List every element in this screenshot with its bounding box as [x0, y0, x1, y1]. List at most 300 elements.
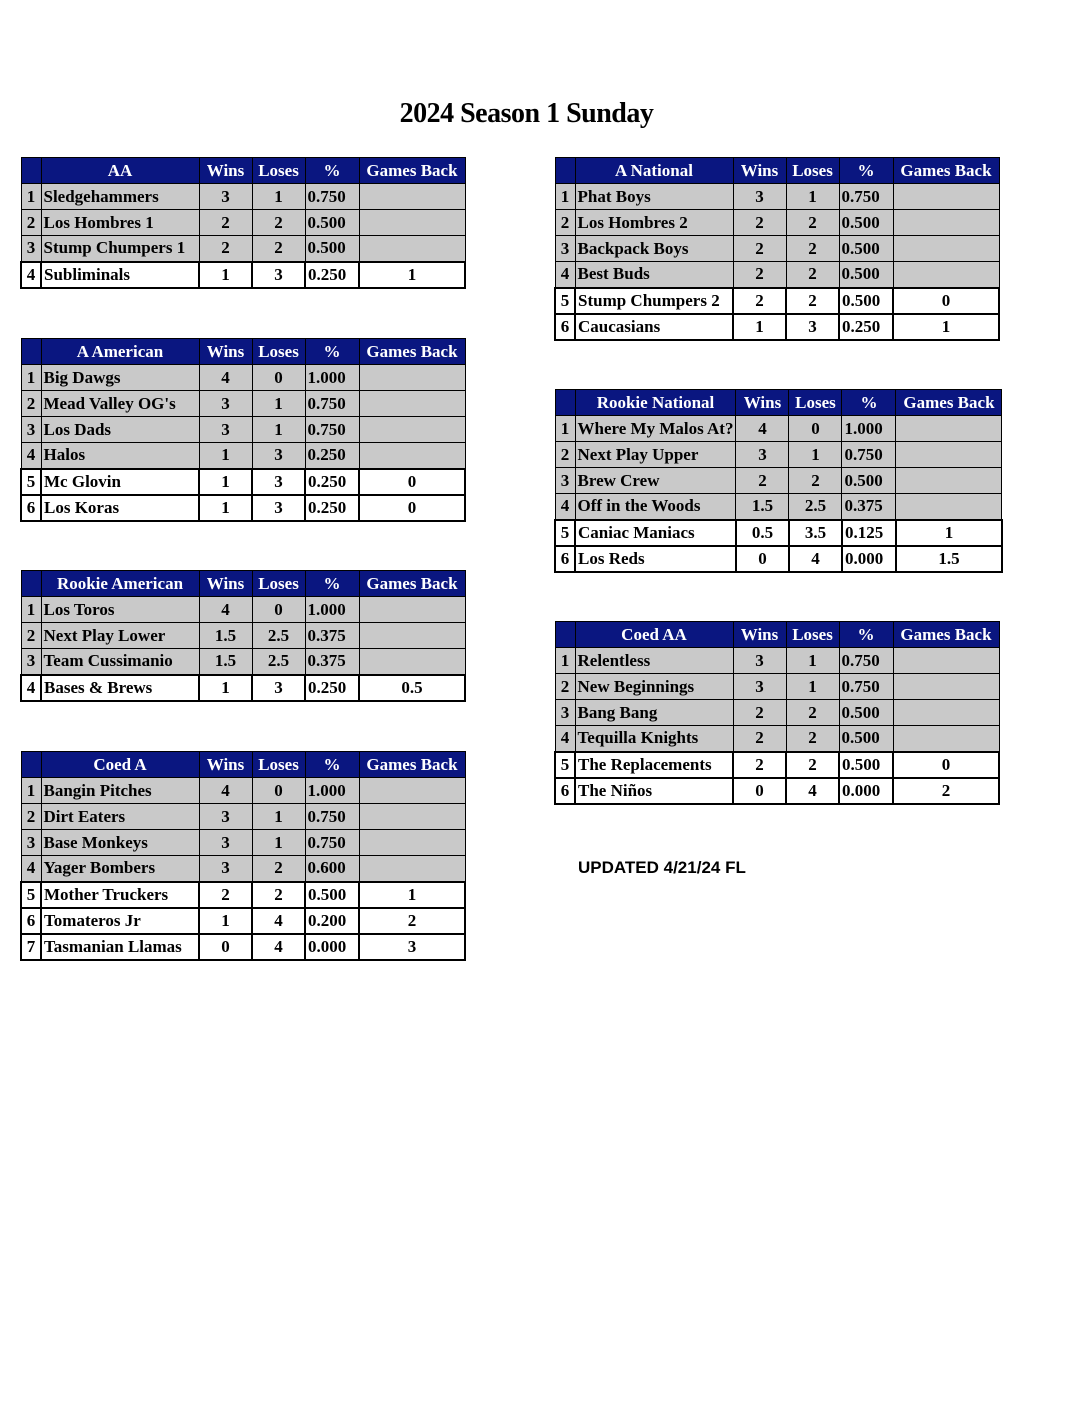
team-name-cell: Mead Valley OG's [41, 391, 199, 417]
loses-cell: 3 [252, 443, 305, 469]
games-back-cell: 2 [359, 908, 465, 934]
table-row [21, 804, 465, 830]
wins-cell: 3 [199, 856, 252, 882]
table-row [21, 417, 465, 443]
games-back-cell [896, 468, 1002, 494]
wins-cell: 2 [733, 262, 786, 288]
rank-cell: 3 [555, 236, 575, 262]
loses-cell: 2 [786, 210, 839, 236]
games-back-cell: 0 [359, 469, 465, 495]
loses-header: Loses [786, 158, 839, 184]
pct-cell: 0.500 [842, 468, 896, 494]
table-header-row [555, 390, 1002, 416]
games-back-cell [359, 623, 465, 649]
table-row [555, 184, 999, 210]
games-back-cell [893, 236, 999, 262]
games-back-cell [359, 236, 465, 262]
loses-cell: 1 [786, 674, 839, 700]
table-row [555, 778, 999, 804]
table-row [21, 365, 465, 391]
pct-header: % [305, 571, 359, 597]
updated-note: UPDATED 4/21/24 FL [578, 858, 746, 877]
wins-cell: 3 [736, 442, 789, 468]
loses-cell: 2 [786, 726, 839, 752]
pct-cell: 1.000 [305, 597, 359, 623]
rank-cell: 6 [555, 778, 575, 804]
wins-header: Wins [733, 158, 786, 184]
division-name: Rookie National [575, 390, 736, 416]
page-title: 2024 Season 1 Sunday [399, 98, 654, 129]
team-name-cell: Caucasians [575, 314, 733, 340]
loses-cell: 1 [786, 184, 839, 210]
games-back-cell [896, 494, 1002, 520]
games-back-cell [359, 830, 465, 856]
pct-cell: 1.000 [842, 416, 896, 442]
wins-cell: 2 [733, 288, 786, 314]
table-row [21, 210, 465, 236]
table-row [555, 468, 1002, 494]
table-row [21, 597, 465, 623]
rank-cell: 4 [555, 726, 575, 752]
loses-cell: 1 [252, 417, 305, 443]
pct-cell: 0.750 [839, 674, 893, 700]
pct-cell: 0.000 [305, 934, 359, 960]
table-row [555, 210, 999, 236]
team-name-cell: Subliminals [41, 262, 199, 288]
pct-cell: 0.750 [842, 442, 896, 468]
wins-cell: 1 [199, 443, 252, 469]
rank-cell: 1 [21, 365, 41, 391]
pct-cell: 0.750 [305, 417, 359, 443]
pct-cell: 0.250 [305, 262, 359, 288]
team-name-cell: Next Play Upper [575, 442, 736, 468]
rank-cell: 3 [21, 830, 41, 856]
rank-header [555, 622, 575, 648]
standings-table [20, 157, 466, 289]
rank-cell: 2 [555, 674, 575, 700]
pct-cell: 0.250 [305, 495, 359, 521]
loses-header: Loses [252, 158, 305, 184]
table-row [21, 391, 465, 417]
games-back-cell: 1 [896, 520, 1002, 546]
team-name-cell: Off in the Woods [575, 494, 736, 520]
team-name-cell: Tasmanian Llamas [41, 934, 199, 960]
pct-header: % [305, 158, 359, 184]
pct-cell: 0.000 [839, 778, 893, 804]
games-back-cell [893, 262, 999, 288]
rank-cell: 5 [21, 882, 41, 908]
team-name-cell: Big Dawgs [41, 365, 199, 391]
wins-cell: 1 [199, 495, 252, 521]
wins-cell: 4 [199, 365, 252, 391]
loses-cell: 2 [786, 236, 839, 262]
table-row [555, 700, 999, 726]
wins-cell: 2 [733, 210, 786, 236]
pct-cell: 0.500 [839, 700, 893, 726]
team-name-cell: Dirt Eaters [41, 804, 199, 830]
loses-cell: 0 [252, 365, 305, 391]
pct-cell: 0.500 [305, 882, 359, 908]
pct-cell: 0.200 [305, 908, 359, 934]
wins-cell: 3 [199, 184, 252, 210]
wins-cell: 0 [736, 546, 789, 572]
pct-cell: 0.125 [842, 520, 896, 546]
pct-cell: 0.250 [305, 469, 359, 495]
wins-cell: 3 [733, 648, 786, 674]
games-back-cell: 3 [359, 934, 465, 960]
team-name-cell: Tequilla Knights [575, 726, 733, 752]
pct-cell: 0.000 [842, 546, 896, 572]
team-name-cell: Backpack Boys [575, 236, 733, 262]
loses-header: Loses [252, 339, 305, 365]
team-name-cell: Base Monkeys [41, 830, 199, 856]
loses-header: Loses [252, 752, 305, 778]
rank-cell: 3 [21, 236, 41, 262]
rank-cell: 5 [555, 520, 575, 546]
wins-cell: 1 [199, 262, 252, 288]
table-row [21, 443, 465, 469]
pct-header: % [842, 390, 896, 416]
table-row [21, 882, 465, 908]
team-name-cell: Best Buds [575, 262, 733, 288]
pct-cell: 0.500 [305, 210, 359, 236]
team-name-cell: Halos [41, 443, 199, 469]
standings-table [554, 621, 1000, 805]
pct-cell: 0.375 [842, 494, 896, 520]
table-row [21, 908, 465, 934]
wins-cell: 2 [733, 726, 786, 752]
rank-cell: 4 [21, 262, 41, 288]
wins-header: Wins [733, 622, 786, 648]
rank-cell: 3 [21, 417, 41, 443]
rank-cell: 4 [555, 494, 575, 520]
pct-cell: 0.375 [305, 623, 359, 649]
games-back-cell [893, 210, 999, 236]
pct-header: % [839, 622, 893, 648]
loses-cell: 2 [789, 468, 842, 494]
rank-header [555, 390, 575, 416]
loses-cell: 2 [252, 210, 305, 236]
standings-table [20, 570, 466, 702]
games-back-cell [893, 184, 999, 210]
loses-cell: 2 [786, 262, 839, 288]
games-back-cell [359, 778, 465, 804]
rank-cell: 1 [21, 184, 41, 210]
loses-cell: 2.5 [252, 623, 305, 649]
rank-cell: 6 [21, 495, 41, 521]
wins-cell: 2 [199, 236, 252, 262]
wins-cell: 3 [199, 830, 252, 856]
team-name-cell: Stump Chumpers 2 [575, 288, 733, 314]
games-back-cell [359, 184, 465, 210]
team-name-cell: Los Toros [41, 597, 199, 623]
team-name-cell: Los Koras [41, 495, 199, 521]
team-name-cell: Los Hombres 2 [575, 210, 733, 236]
rank-cell: 4 [21, 675, 41, 701]
table-header-row [21, 752, 465, 778]
table-row [555, 288, 999, 314]
rank-header [21, 339, 41, 365]
wins-header: Wins [199, 752, 252, 778]
games-back-cell [359, 856, 465, 882]
team-name-cell: New Beginnings [575, 674, 733, 700]
loses-cell: 2.5 [252, 649, 305, 675]
loses-cell: 3 [252, 469, 305, 495]
loses-cell: 2 [252, 882, 305, 908]
table-row [21, 236, 465, 262]
wins-cell: 4 [199, 597, 252, 623]
table-row [21, 649, 465, 675]
rank-header [21, 571, 41, 597]
wins-cell: 0.5 [736, 520, 789, 546]
loses-cell: 3 [252, 495, 305, 521]
games-back-cell [359, 391, 465, 417]
loses-header: Loses [252, 571, 305, 597]
standings-table [20, 338, 466, 522]
division-name: Coed A [41, 752, 199, 778]
table-row [21, 778, 465, 804]
loses-cell: 3.5 [789, 520, 842, 546]
table-row [555, 442, 1002, 468]
table-row [555, 494, 1002, 520]
rank-cell: 2 [21, 804, 41, 830]
loses-cell: 1 [252, 184, 305, 210]
pct-cell: 0.500 [839, 288, 893, 314]
loses-header: Loses [786, 622, 839, 648]
loses-cell: 4 [786, 778, 839, 804]
pct-cell: 0.600 [305, 856, 359, 882]
wins-cell: 1 [733, 314, 786, 340]
wins-cell: 1.5 [199, 623, 252, 649]
table-header-row [21, 571, 465, 597]
table-row [21, 495, 465, 521]
rank-cell: 5 [21, 469, 41, 495]
pct-header: % [305, 752, 359, 778]
loses-cell: 0 [252, 597, 305, 623]
table-row [21, 934, 465, 960]
rank-header [555, 158, 575, 184]
division-name: A National [575, 158, 733, 184]
table-row [555, 726, 999, 752]
pct-cell: 0.750 [305, 184, 359, 210]
games-back-header: Games Back [359, 752, 465, 778]
wins-header: Wins [199, 571, 252, 597]
team-name-cell: Bases & Brews [41, 675, 199, 701]
wins-cell: 2 [199, 210, 252, 236]
games-back-cell [893, 700, 999, 726]
team-name-cell: The Replacements [575, 752, 733, 778]
table-row [21, 830, 465, 856]
loses-cell: 2 [786, 752, 839, 778]
pct-cell: 0.500 [839, 236, 893, 262]
games-back-cell [359, 597, 465, 623]
games-back-cell [359, 804, 465, 830]
team-name-cell: Bang Bang [575, 700, 733, 726]
wins-cell: 3 [199, 804, 252, 830]
wins-cell: 2 [733, 752, 786, 778]
games-back-cell: 1.5 [896, 546, 1002, 572]
loses-cell: 2 [786, 288, 839, 314]
loses-cell: 0 [789, 416, 842, 442]
wins-cell: 3 [199, 391, 252, 417]
games-back-cell [893, 674, 999, 700]
pct-cell: 0.250 [839, 314, 893, 340]
wins-cell: 1 [199, 469, 252, 495]
loses-header: Loses [789, 390, 842, 416]
pct-cell: 0.750 [305, 804, 359, 830]
team-name-cell: Relentless [575, 648, 733, 674]
pct-cell: 0.500 [839, 262, 893, 288]
rank-cell: 6 [21, 908, 41, 934]
table-row [21, 184, 465, 210]
rank-cell: 7 [21, 934, 41, 960]
table-row [555, 546, 1002, 572]
games-back-cell: 1 [893, 314, 999, 340]
wins-cell: 4 [199, 778, 252, 804]
loses-cell: 1 [789, 442, 842, 468]
table-row [21, 623, 465, 649]
table-row [555, 674, 999, 700]
rank-cell: 4 [21, 856, 41, 882]
team-name-cell: Los Reds [575, 546, 736, 572]
pct-cell: 0.250 [305, 443, 359, 469]
rank-cell: 2 [21, 391, 41, 417]
rank-header [21, 158, 41, 184]
wins-cell: 3 [199, 417, 252, 443]
rank-cell: 5 [555, 288, 575, 314]
wins-header: Wins [199, 339, 252, 365]
pct-cell: 0.750 [839, 184, 893, 210]
wins-cell: 3 [733, 184, 786, 210]
loses-cell: 1 [786, 648, 839, 674]
team-name-cell: Caniac Maniacs [575, 520, 736, 546]
table-header-row [555, 158, 999, 184]
rank-cell: 6 [555, 546, 575, 572]
pct-cell: 0.500 [839, 210, 893, 236]
team-name-cell: Los Hombres 1 [41, 210, 199, 236]
rank-cell: 2 [555, 442, 575, 468]
pct-cell: 0.500 [839, 752, 893, 778]
table-row [21, 262, 465, 288]
wins-cell: 2 [733, 236, 786, 262]
loses-cell: 4 [252, 934, 305, 960]
loses-cell: 2 [252, 856, 305, 882]
team-name-cell: Next Play Lower [41, 623, 199, 649]
rank-cell: 2 [555, 210, 575, 236]
table-row [555, 648, 999, 674]
games-back-cell: 0 [893, 752, 999, 778]
games-back-cell: 0 [893, 288, 999, 314]
wins-cell: 2 [733, 700, 786, 726]
rank-cell: 1 [555, 416, 575, 442]
rank-cell: 2 [21, 210, 41, 236]
rank-cell: 4 [21, 443, 41, 469]
wins-cell: 1 [199, 908, 252, 934]
wins-cell: 2 [736, 468, 789, 494]
pct-cell: 1.000 [305, 365, 359, 391]
games-back-cell [893, 726, 999, 752]
loses-cell: 4 [789, 546, 842, 572]
games-back-cell [359, 417, 465, 443]
wins-cell: 0 [199, 934, 252, 960]
games-back-header: Games Back [359, 339, 465, 365]
rank-cell: 3 [555, 700, 575, 726]
pct-header: % [839, 158, 893, 184]
games-back-cell [896, 416, 1002, 442]
table-row [21, 856, 465, 882]
division-name: AA [41, 158, 199, 184]
pct-cell: 0.750 [305, 391, 359, 417]
loses-cell: 2 [252, 236, 305, 262]
pct-cell: 0.750 [839, 648, 893, 674]
wins-cell: 4 [736, 416, 789, 442]
table-row [21, 469, 465, 495]
pct-header: % [305, 339, 359, 365]
pct-cell: 0.750 [305, 830, 359, 856]
table-row [555, 314, 999, 340]
loses-cell: 3 [786, 314, 839, 340]
loses-cell: 0 [252, 778, 305, 804]
table-header-row [21, 158, 465, 184]
team-name-cell: Brew Crew [575, 468, 736, 494]
table-row [21, 675, 465, 701]
rank-cell: 1 [21, 778, 41, 804]
table-header-row [21, 339, 465, 365]
standings-table [554, 389, 1003, 573]
wins-cell: 1.5 [736, 494, 789, 520]
wins-cell: 2 [199, 882, 252, 908]
games-back-cell [359, 210, 465, 236]
table-row [555, 520, 1002, 546]
rank-cell: 6 [555, 314, 575, 340]
team-name-cell: Tomateros Jr [41, 908, 199, 934]
rank-cell: 3 [555, 468, 575, 494]
team-name-cell: Sledgehammers [41, 184, 199, 210]
games-back-cell: 0.5 [359, 675, 465, 701]
games-back-header: Games Back [896, 390, 1002, 416]
rank-cell: 2 [21, 623, 41, 649]
rank-cell: 5 [555, 752, 575, 778]
table-row [555, 416, 1002, 442]
division-name: Coed AA [575, 622, 733, 648]
wins-header: Wins [736, 390, 789, 416]
loses-cell: 1 [252, 830, 305, 856]
pct-cell: 0.500 [305, 236, 359, 262]
games-back-header: Games Back [359, 158, 465, 184]
games-back-cell: 1 [359, 882, 465, 908]
table-row [555, 752, 999, 778]
wins-cell: 0 [733, 778, 786, 804]
games-back-cell: 2 [893, 778, 999, 804]
games-back-header: Games Back [893, 622, 999, 648]
table-row [555, 236, 999, 262]
team-name-cell: Phat Boys [575, 184, 733, 210]
wins-cell: 3 [733, 674, 786, 700]
standings-table [20, 751, 466, 961]
games-back-cell [893, 648, 999, 674]
loses-cell: 1 [252, 391, 305, 417]
team-name-cell: Yager Bombers [41, 856, 199, 882]
table-row [555, 262, 999, 288]
standings-table [554, 157, 1000, 341]
loses-cell: 1 [252, 804, 305, 830]
pct-cell: 0.375 [305, 649, 359, 675]
pct-cell: 1.000 [305, 778, 359, 804]
loses-cell: 2.5 [789, 494, 842, 520]
rank-cell: 1 [555, 648, 575, 674]
loses-cell: 4 [252, 908, 305, 934]
team-name-cell: Bangin Pitches [41, 778, 199, 804]
